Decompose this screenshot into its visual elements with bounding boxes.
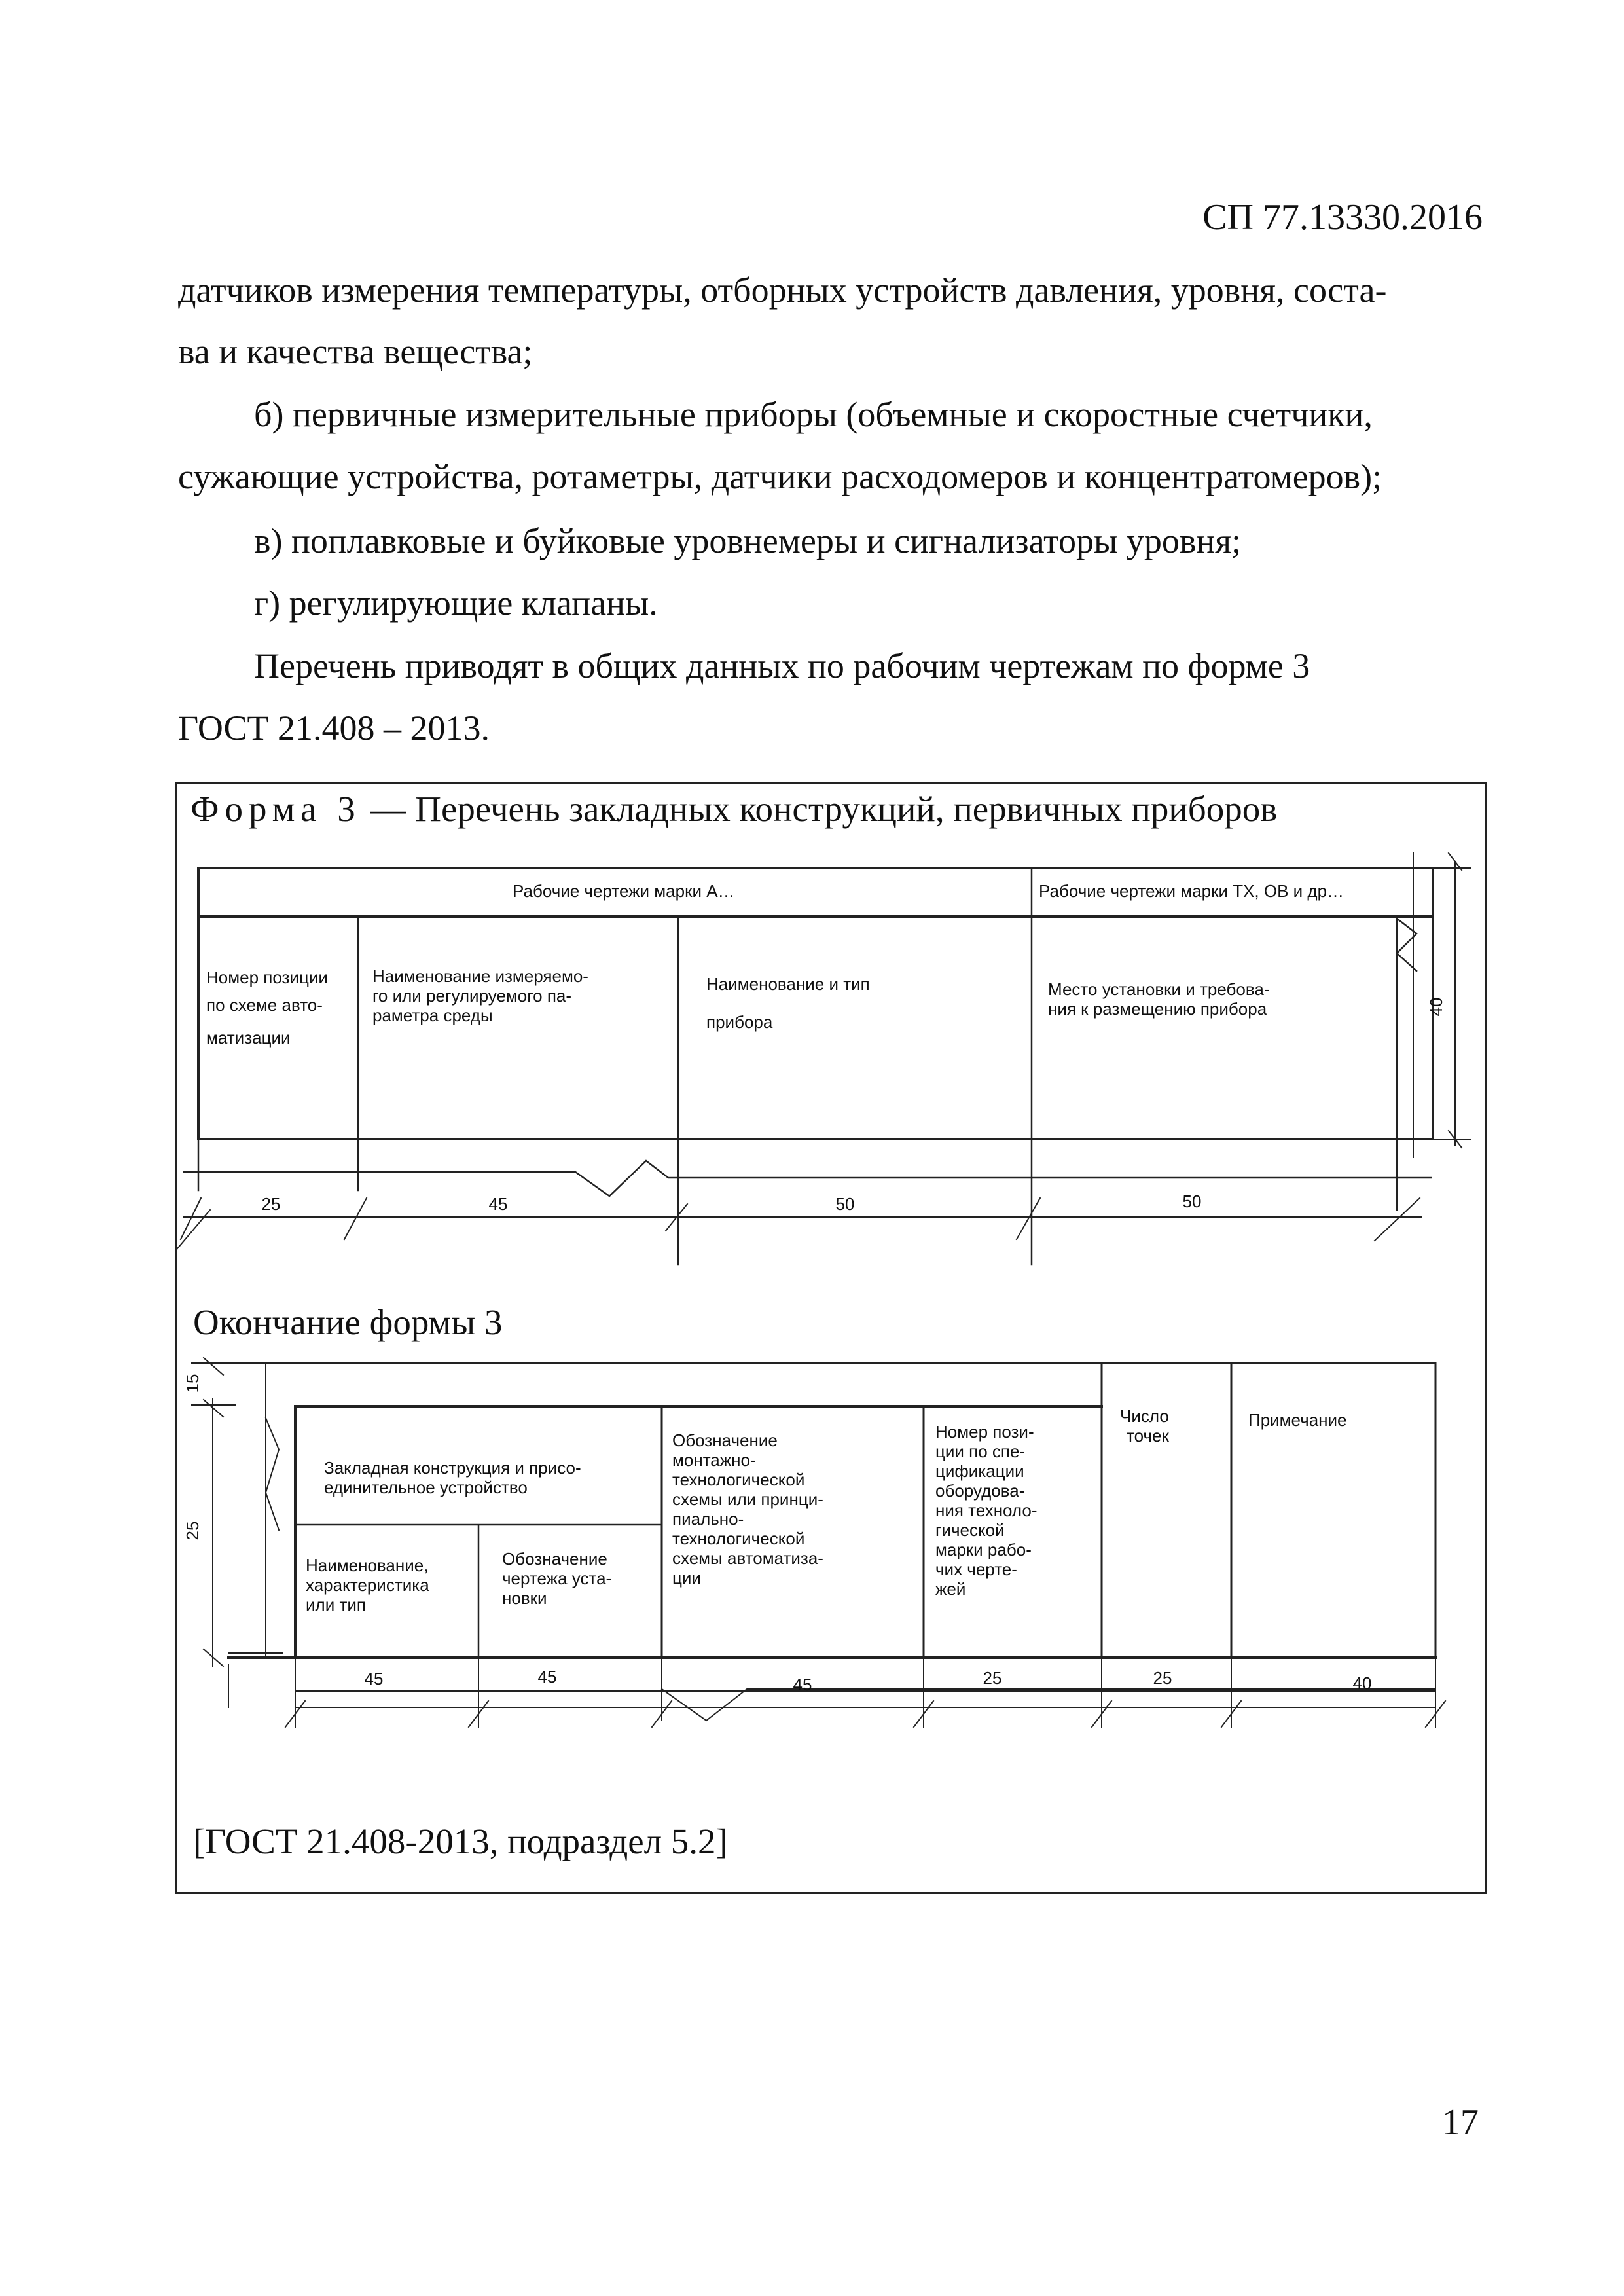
column-width-dim: 50 (1182, 1192, 1202, 1211)
column-header-line: Наименование измеряемо- (372, 966, 588, 986)
column-width-dim: 45 (488, 1194, 508, 1214)
row-height-dim: 40 (1426, 997, 1446, 1017)
column-header-line: характеристика (306, 1575, 429, 1595)
column-header-line: пиально- (672, 1509, 744, 1529)
column-header-line: чих черте- (935, 1559, 1017, 1579)
column-header-line: схемы или принци- (672, 1489, 823, 1509)
form-title-rest: — Перечень закладных конструкций, первичных приборов (361, 789, 1278, 829)
column-header-line: го или регулируемого па- (372, 986, 572, 1006)
column-header-line: ции (672, 1568, 701, 1588)
column-header-line: оборудова- (935, 1481, 1025, 1501)
body-line: ва и качества вещества; (178, 332, 533, 371)
column-header-line: прибора (706, 1012, 773, 1032)
page-number: 17 (1442, 2102, 1479, 2143)
body-line: б) первичные измерительные приборы (объемные и скоростные счетчики, (254, 395, 1373, 434)
group-header-b: Рабочие чертежи марки ТХ, ОВ и др… (1039, 881, 1344, 901)
column-header-line: Наименование и тип (706, 974, 870, 994)
column-header-line: Обозначение (502, 1549, 607, 1569)
body-line: сужающие устройства, ротаметры, датчики расходомеров и концентратомеров); (178, 457, 1382, 496)
form-frame (175, 782, 1487, 1894)
column-width-dim: 25 (1153, 1668, 1172, 1688)
column-header-line: Обозначение (672, 1430, 778, 1450)
column-width-dim: 50 (835, 1194, 855, 1214)
column-header-line: новки (502, 1588, 547, 1608)
column-header-line: или тип (306, 1595, 366, 1614)
column-header-line: раметра среды (372, 1006, 493, 1025)
column-width-dim: 25 (983, 1668, 1002, 1688)
column-width-dim: 25 (261, 1194, 281, 1214)
row-height-dim: 15 (183, 1374, 202, 1393)
column-width-dim: 40 (1352, 1673, 1372, 1693)
column-header-line: схемы автоматиза- (672, 1548, 823, 1568)
column-header-line: жей (935, 1579, 966, 1599)
group-header-a: Рабочие чертежи марки А… (513, 881, 735, 901)
column-width-dim: 45 (364, 1669, 384, 1688)
column-width-dim: 45 (793, 1675, 812, 1694)
row-height-dim: 25 (183, 1521, 202, 1540)
column-header-line: Наименование, (306, 1556, 429, 1575)
group-header-line: единительное устройство (324, 1478, 528, 1497)
column-header-line: ния техноло- (935, 1501, 1038, 1520)
column-header-line: матизации (206, 1028, 291, 1048)
column-header-line: точек (1127, 1426, 1169, 1446)
column-header-line: Примечание (1248, 1410, 1347, 1430)
body-line: датчиков измерения температуры, отборных устройств давления, уровня, соста- (178, 270, 1387, 310)
document-code: СП 77.13330.2016 (1202, 197, 1483, 238)
body-line: ГОСТ 21.408 – 2013. (178, 708, 490, 748)
source-reference: [ГОСТ 21.408-2013, подраздел 5.2] (193, 1821, 728, 1861)
column-header-line: ции по спе- (935, 1442, 1026, 1461)
form-end-title: Окончание формы 3 (193, 1302, 503, 1342)
column-header-line: гической (935, 1520, 1005, 1540)
column-header-line: технологической (672, 1529, 805, 1548)
column-header-line: по схеме авто- (206, 995, 323, 1015)
column-header-line: технологической (672, 1470, 805, 1489)
column-header-line: чертежа уста- (502, 1569, 612, 1588)
column-header-line: ния к размещению прибора (1048, 999, 1267, 1019)
column-header-line: Номер позиции (206, 968, 328, 987)
column-header-line: марки рабо- (935, 1540, 1032, 1559)
column-header-line: монтажно- (672, 1450, 756, 1470)
body-line: в) поплавковые и буйковые уровнемеры и сигнализаторы уровня; (254, 521, 1242, 560)
column-header-line: Номер пози- (935, 1422, 1034, 1442)
body-line: Перечень приводят в общих данных по рабочим чертежам по форме 3 (254, 646, 1310, 685)
column-width-dim: 45 (537, 1667, 557, 1686)
body-line: г) регулирующие клапаны. (254, 583, 658, 623)
column-header-line: цификации (935, 1461, 1024, 1481)
form-title-word: Форма 3 (190, 789, 361, 829)
group-header-line: Закладная конструкция и присо- (324, 1458, 581, 1478)
column-header-line: Число (1120, 1406, 1169, 1426)
column-header-line: Место установки и требова- (1048, 979, 1270, 999)
